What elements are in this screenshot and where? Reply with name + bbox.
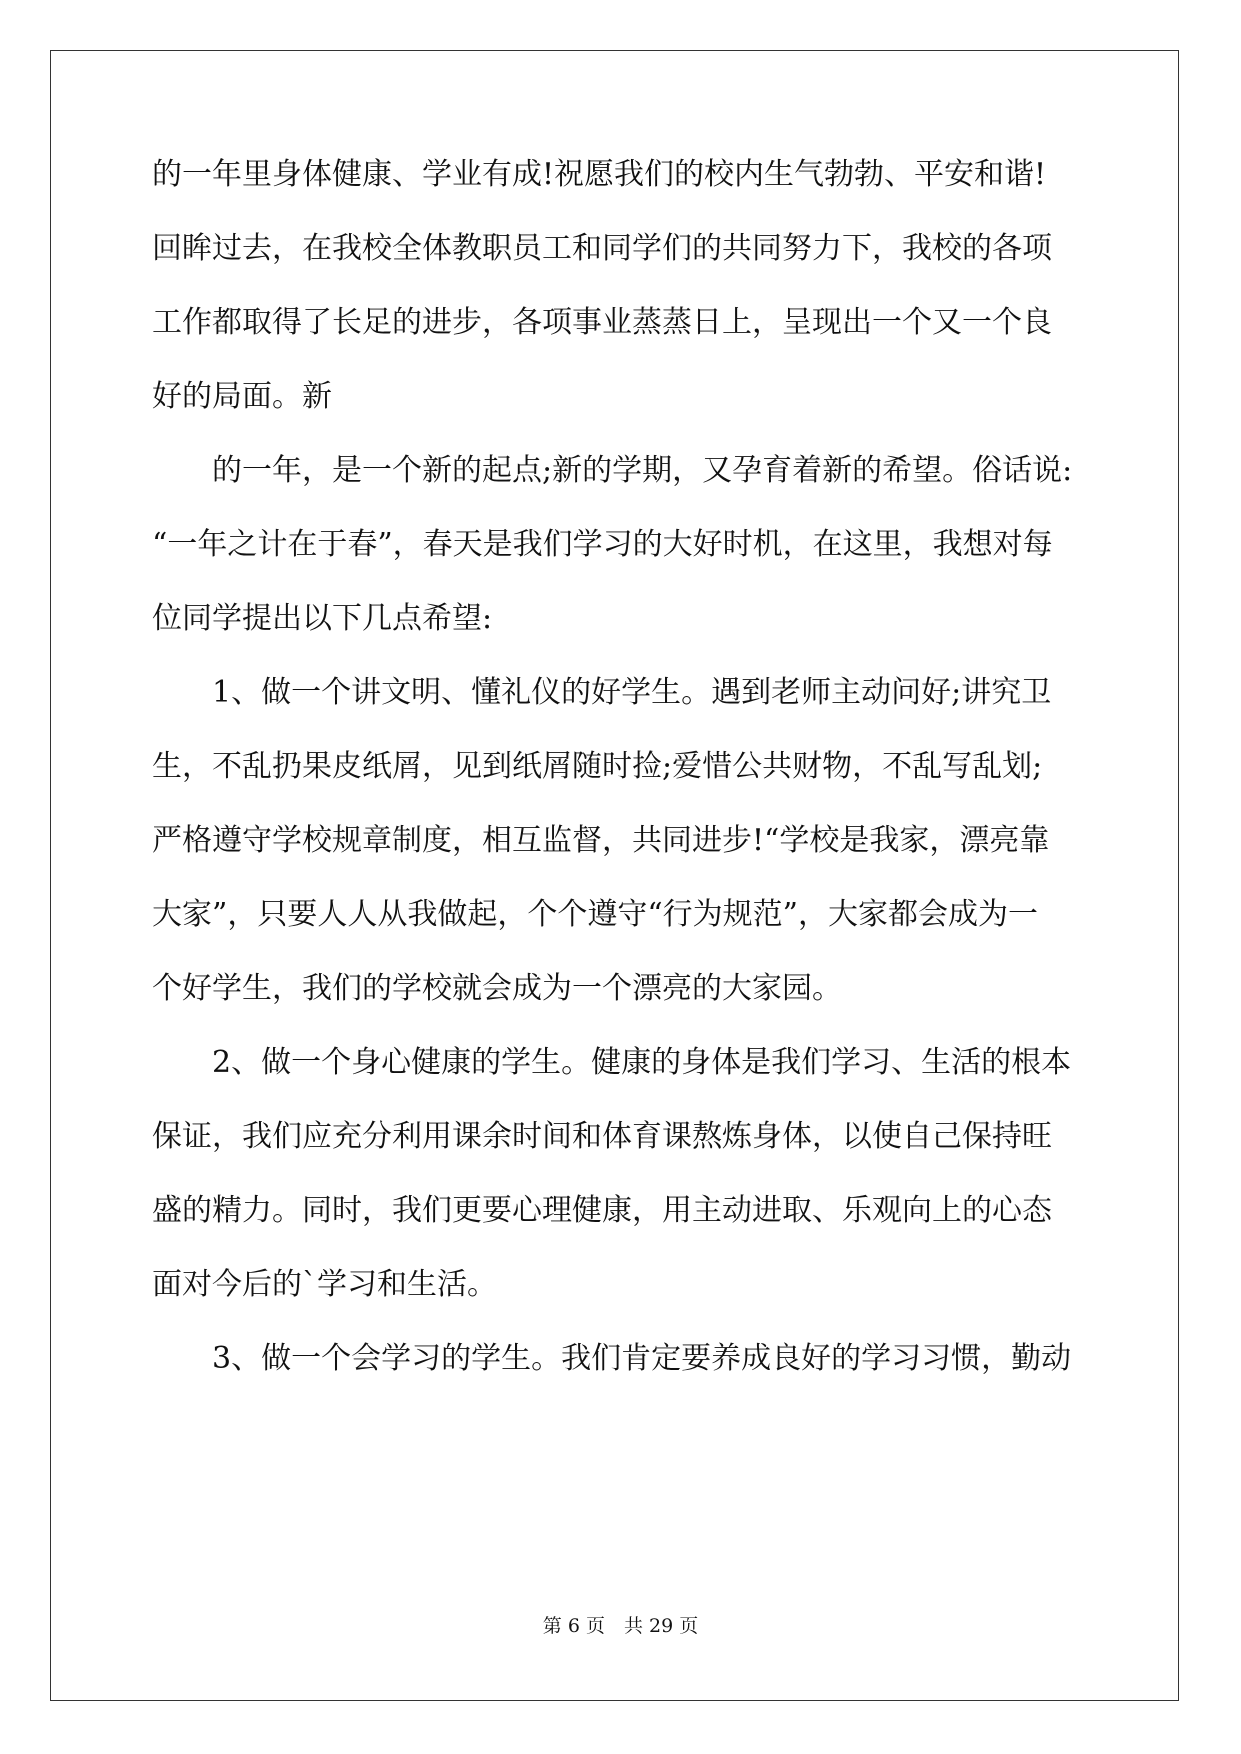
text-line: 好的局面。新 (152, 379, 332, 414)
text-line: 工作都取得了长足的进步，各项事业蒸蒸日上，呈现出一个又一个良 (152, 305, 1052, 340)
text-line: 生，不乱扔果皮纸屑，见到纸屑随时捡;爱惜公共财物，不乱写乱划; (152, 749, 1043, 784)
text-line: 个好学生，我们的学校就会成为一个漂亮的大家园。 (152, 971, 842, 1006)
text-line: 回眸过去，在我校全体教职员工和同学们的共同努力下，我校的各项 (152, 231, 1052, 266)
page-number: 第 6 页 共 29 页 (542, 1615, 699, 1637)
text-line: 面对今后的`学习和生活。 (152, 1267, 497, 1302)
text-line: 2、做一个身心健康的学生。健康的身体是我们学习、生活的根本 (152, 1045, 1072, 1080)
text-line: 保证，我们应充分利用课余时间和体育课熬炼身体，以使自己保持旺 (152, 1119, 1052, 1154)
text-line: 的一年，是一个新的起点;新的学期，又孕育着新的希望。俗话说: (152, 453, 1073, 488)
page-footer (0, 1614, 1241, 1638)
text-line: 的一年里身体健康、学业有成!祝愿我们的校内生气勃勃、平安和谐! (152, 157, 1047, 192)
text-line: 严格遵守学校规章制度，相互监督，共同进步!“学校是我家，漂亮靠 (152, 823, 1050, 858)
text-line: “一年之计在于春”，春天是我们学习的大好时机，在这里，我想对每 (152, 527, 1053, 562)
text-line: 盛的精力。同时，我们更要心理健康，用主动进取、乐观向上的心态 (152, 1193, 1052, 1228)
text-line: 3、做一个会学习的学生。我们肯定要养成良好的学习习惯，勤动 (152, 1341, 1072, 1376)
text-line: 1、做一个讲文明、懂礼仪的好学生。遇到老师主动问好;讲究卫 (152, 675, 1052, 710)
text-line: 位同学提出以下几点希望: (152, 601, 493, 636)
document-body (152, 138, 1092, 1396)
text-line: 大家”，只要人人从我做起，个个遵守“行为规范”，大家都会成为一 (152, 897, 1039, 932)
